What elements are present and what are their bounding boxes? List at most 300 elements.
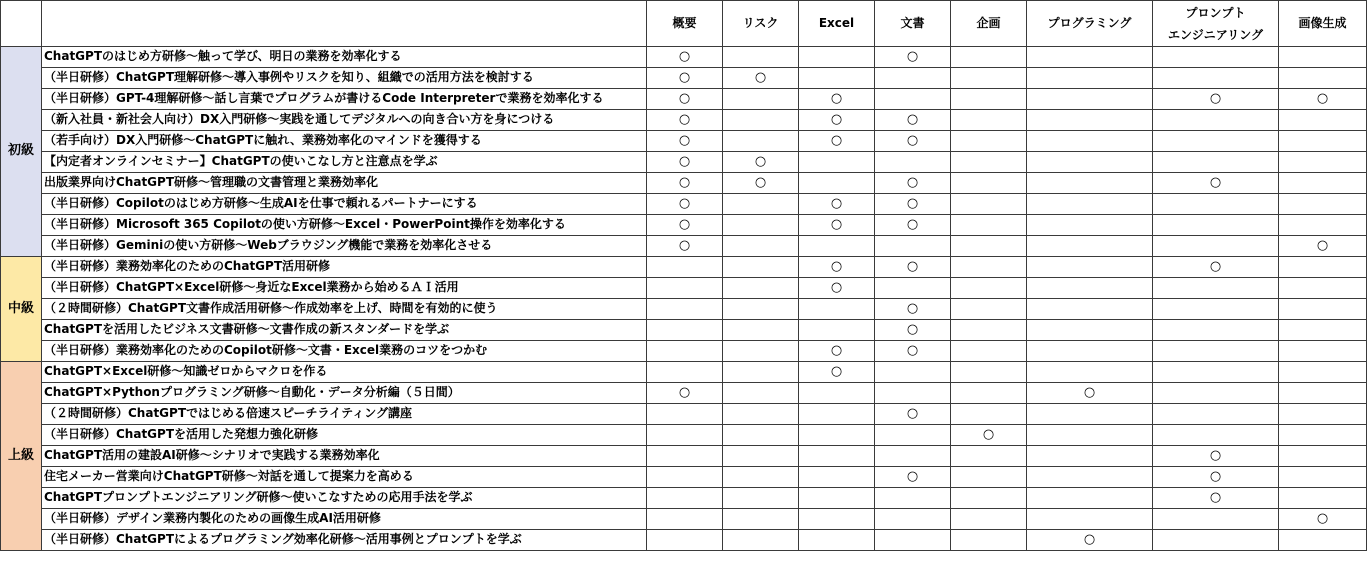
mark-cell <box>1279 257 1367 278</box>
table-body <box>1 47 1367 551</box>
mark-cell <box>799 299 875 320</box>
mark-cell <box>951 89 1027 110</box>
course-title: （２時間研修）ChatGPT文書作成活用研修～作成効率を上げ、時間を有効的に使う <box>42 299 647 320</box>
mark-cell <box>951 194 1027 215</box>
mark-cell <box>875 257 951 278</box>
mark-cell <box>1027 278 1153 299</box>
column-header: プロンプト エンジニアリング <box>1153 1 1279 47</box>
mark-cell <box>1027 530 1153 551</box>
mark-cell <box>951 278 1027 299</box>
mark-cell <box>875 110 951 131</box>
circle-mark: ○ <box>1209 90 1222 106</box>
circle-mark: ○ <box>830 132 843 148</box>
circle-mark: ○ <box>1316 237 1329 253</box>
table-row <box>1 152 1367 173</box>
course-title: （新入社員・新社会人向け）DX入門研修～実践を通してデジタルへの向き合い方を身につける <box>42 110 647 131</box>
mark-cell <box>1279 383 1367 404</box>
mark-cell <box>1153 488 1279 509</box>
mark-cell <box>1153 236 1279 257</box>
circle-mark: ○ <box>906 258 919 274</box>
table-row <box>1 383 1367 404</box>
mark-cell <box>1153 530 1279 551</box>
mark-cell <box>647 467 723 488</box>
mark-cell <box>875 341 951 362</box>
mark-cell <box>647 236 723 257</box>
mark-cell <box>799 236 875 257</box>
mark-cell <box>1279 320 1367 341</box>
mark-cell <box>875 131 951 152</box>
circle-mark: ○ <box>830 279 843 295</box>
circle-mark: ○ <box>678 48 691 64</box>
course-title: （半日研修）ChatGPT理解研修～導入事例やリスクを知り、組織での活用方法を検討する <box>42 68 647 89</box>
mark-cell <box>1279 488 1367 509</box>
mark-cell <box>723 47 799 68</box>
mark-cell <box>799 341 875 362</box>
mark-cell <box>1027 383 1153 404</box>
circle-mark: ○ <box>1316 510 1329 526</box>
mark-cell <box>799 509 875 530</box>
circle-mark: ○ <box>982 426 995 442</box>
mark-cell <box>951 467 1027 488</box>
mark-cell <box>1153 110 1279 131</box>
mark-cell <box>875 488 951 509</box>
mark-cell <box>1027 68 1153 89</box>
mark-cell <box>875 47 951 68</box>
mark-cell <box>723 194 799 215</box>
mark-cell <box>723 530 799 551</box>
mark-cell <box>1153 467 1279 488</box>
mark-cell <box>1153 509 1279 530</box>
mark-cell <box>875 68 951 89</box>
mark-cell <box>647 68 723 89</box>
circle-mark: ○ <box>830 258 843 274</box>
mark-cell <box>1279 173 1367 194</box>
mark-cell <box>1153 173 1279 194</box>
mark-cell <box>647 488 723 509</box>
course-title: （半日研修）ChatGPTによるプログラミング効率化研修～活用事例とプロンプトを学ぶ <box>42 530 647 551</box>
mark-cell <box>647 278 723 299</box>
mark-cell <box>723 68 799 89</box>
mark-cell <box>799 89 875 110</box>
level-label: 上級 <box>1 362 42 551</box>
mark-cell <box>723 509 799 530</box>
mark-cell <box>723 236 799 257</box>
mark-cell <box>951 131 1027 152</box>
table-row <box>1 89 1367 110</box>
circle-mark: ○ <box>678 90 691 106</box>
mark-cell <box>799 215 875 236</box>
mark-cell <box>951 404 1027 425</box>
table-row <box>1 509 1367 530</box>
mark-cell <box>951 362 1027 383</box>
mark-cell <box>799 362 875 383</box>
mark-cell <box>1153 299 1279 320</box>
circle-mark: ○ <box>1083 531 1096 547</box>
mark-cell <box>1153 362 1279 383</box>
course-title: （半日研修）デザイン業務内製化のための画像生成AI活用研修 <box>42 509 647 530</box>
mark-cell <box>723 110 799 131</box>
mark-cell <box>1153 257 1279 278</box>
course-title: 住宅メーカー営業向けChatGPT研修～対話を通して提案力を高める <box>42 467 647 488</box>
mark-cell <box>1279 47 1367 68</box>
mark-cell <box>1279 110 1367 131</box>
circle-mark: ○ <box>830 195 843 211</box>
course-title: （半日研修）ChatGPT×Excel研修～身近なExcel業務から始めるＡＩ活用 <box>42 278 647 299</box>
course-title: ChatGPT×Excel研修～知識ゼロからマクロを作る <box>42 362 647 383</box>
mark-cell <box>799 47 875 68</box>
mark-cell <box>1027 131 1153 152</box>
mark-cell <box>1027 362 1153 383</box>
mark-cell <box>951 488 1027 509</box>
table-row <box>1 467 1367 488</box>
mark-cell <box>1279 446 1367 467</box>
mark-cell <box>723 425 799 446</box>
mark-cell <box>1153 320 1279 341</box>
mark-cell <box>875 467 951 488</box>
mark-cell <box>1027 173 1153 194</box>
circle-mark: ○ <box>906 48 919 64</box>
table-row <box>1 488 1367 509</box>
mark-cell <box>723 131 799 152</box>
mark-cell <box>875 89 951 110</box>
mark-cell <box>1153 152 1279 173</box>
table-row <box>1 404 1367 425</box>
mark-cell <box>1027 236 1153 257</box>
mark-cell <box>875 530 951 551</box>
mark-cell <box>951 425 1027 446</box>
circle-mark: ○ <box>1209 489 1222 505</box>
mark-cell <box>723 341 799 362</box>
mark-cell <box>647 362 723 383</box>
mark-cell <box>647 194 723 215</box>
circle-mark: ○ <box>1209 447 1222 463</box>
circle-mark: ○ <box>830 90 843 106</box>
mark-cell <box>647 530 723 551</box>
mark-cell <box>723 278 799 299</box>
mark-cell <box>1279 509 1367 530</box>
mark-cell <box>647 320 723 341</box>
mark-cell <box>1279 530 1367 551</box>
course-title: ChatGPT×Pythonプログラミング研修～自動化・データ分析編（５日間） <box>42 383 647 404</box>
mark-cell <box>951 530 1027 551</box>
mark-cell <box>951 257 1027 278</box>
mark-cell <box>875 383 951 404</box>
mark-cell <box>647 89 723 110</box>
mark-cell <box>1027 110 1153 131</box>
mark-cell <box>723 299 799 320</box>
circle-mark: ○ <box>1209 258 1222 274</box>
mark-cell <box>1153 47 1279 68</box>
circle-mark: ○ <box>1316 90 1329 106</box>
mark-cell <box>647 173 723 194</box>
mark-cell <box>723 215 799 236</box>
mark-cell <box>875 152 951 173</box>
header-row <box>1 1 1367 47</box>
mark-cell <box>1027 446 1153 467</box>
mark-cell <box>1153 278 1279 299</box>
mark-cell <box>799 110 875 131</box>
table-row <box>1 257 1367 278</box>
mark-cell <box>723 362 799 383</box>
mark-cell <box>799 257 875 278</box>
mark-cell <box>1027 320 1153 341</box>
table-row <box>1 446 1367 467</box>
circle-mark: ○ <box>678 237 691 253</box>
mark-cell <box>875 425 951 446</box>
course-title: ChatGPTプロンプトエンジニアリング研修～使いこなすための応用手法を学ぶ <box>42 488 647 509</box>
mark-cell <box>647 425 723 446</box>
course-title: （半日研修）Microsoft 365 Copilotの使い方研修～Excel・PowerPoint操作を効率化する <box>42 215 647 236</box>
circle-mark: ○ <box>906 111 919 127</box>
mark-cell <box>723 467 799 488</box>
course-title: ChatGPTを活用したビジネス文書研修～文書作成の新スタンダードを学ぶ <box>42 320 647 341</box>
mark-cell <box>1279 131 1367 152</box>
mark-cell <box>1153 404 1279 425</box>
circle-mark: ○ <box>678 384 691 400</box>
circle-mark: ○ <box>830 111 843 127</box>
mark-cell <box>875 299 951 320</box>
mark-cell <box>875 236 951 257</box>
table-row <box>1 215 1367 236</box>
mark-cell <box>799 425 875 446</box>
mark-cell <box>1279 404 1367 425</box>
mark-cell <box>647 47 723 68</box>
mark-cell <box>647 257 723 278</box>
mark-cell <box>647 509 723 530</box>
circle-mark: ○ <box>754 174 767 190</box>
level-label: 初級 <box>1 47 42 257</box>
mark-cell <box>875 509 951 530</box>
circle-mark: ○ <box>678 132 691 148</box>
mark-cell <box>1153 194 1279 215</box>
circle-mark: ○ <box>678 195 691 211</box>
mark-cell <box>723 446 799 467</box>
circle-mark: ○ <box>830 342 843 358</box>
circle-mark: ○ <box>906 300 919 316</box>
mark-cell <box>647 299 723 320</box>
mark-cell <box>799 320 875 341</box>
column-header: 文書 <box>875 1 951 47</box>
mark-cell <box>951 509 1027 530</box>
mark-cell <box>647 110 723 131</box>
table-row <box>1 425 1367 446</box>
column-header: 画像生成 <box>1279 1 1367 47</box>
mark-cell <box>799 278 875 299</box>
mark-cell <box>1153 131 1279 152</box>
mark-cell <box>799 467 875 488</box>
circle-mark: ○ <box>906 174 919 190</box>
mark-cell <box>1153 215 1279 236</box>
column-header: リスク <box>723 1 799 47</box>
mark-cell <box>1153 89 1279 110</box>
mark-cell <box>723 488 799 509</box>
circle-mark: ○ <box>906 342 919 358</box>
column-header: 概要 <box>647 1 723 47</box>
mark-cell <box>1153 341 1279 362</box>
mark-cell <box>875 194 951 215</box>
mark-cell <box>799 68 875 89</box>
mark-cell <box>799 446 875 467</box>
circle-mark: ○ <box>754 153 767 169</box>
mark-cell <box>647 446 723 467</box>
mark-cell <box>647 341 723 362</box>
circle-mark: ○ <box>678 153 691 169</box>
mark-cell <box>647 383 723 404</box>
mark-cell <box>1279 278 1367 299</box>
table-row <box>1 194 1367 215</box>
header-title-cell <box>42 1 647 47</box>
mark-cell <box>647 215 723 236</box>
table-row <box>1 530 1367 551</box>
mark-cell <box>951 47 1027 68</box>
circle-mark: ○ <box>906 195 919 211</box>
circle-mark: ○ <box>1083 384 1096 400</box>
table-row <box>1 47 1367 68</box>
mark-cell <box>647 404 723 425</box>
mark-cell <box>799 173 875 194</box>
circle-mark: ○ <box>754 69 767 85</box>
circle-mark: ○ <box>906 468 919 484</box>
mark-cell <box>799 383 875 404</box>
mark-cell <box>799 152 875 173</box>
circle-mark: ○ <box>830 216 843 232</box>
mark-cell <box>1027 425 1153 446</box>
mark-cell <box>951 152 1027 173</box>
mark-cell <box>1153 425 1279 446</box>
table-row <box>1 173 1367 194</box>
mark-cell <box>1027 215 1153 236</box>
course-title: （半日研修）業務効率化のためのCopilot研修～文書・Excel業務のコツをつかむ <box>42 341 647 362</box>
mark-cell <box>1279 341 1367 362</box>
circle-mark: ○ <box>906 321 919 337</box>
mark-cell <box>951 110 1027 131</box>
course-title: 出版業界向けChatGPT研修～管理職の文書管理と業務効率化 <box>42 173 647 194</box>
mark-cell <box>875 215 951 236</box>
circle-mark: ○ <box>1209 174 1222 190</box>
mark-cell <box>723 257 799 278</box>
mark-cell <box>1279 68 1367 89</box>
mark-cell <box>799 488 875 509</box>
circle-mark: ○ <box>678 174 691 190</box>
table-row <box>1 320 1367 341</box>
course-title: ChatGPTのはじめ方研修～触って学び、明日の業務を効率化する <box>42 47 647 68</box>
mark-cell <box>951 446 1027 467</box>
mark-cell <box>647 152 723 173</box>
circle-mark: ○ <box>830 363 843 379</box>
mark-cell <box>951 173 1027 194</box>
level-label: 中級 <box>1 257 42 362</box>
table-header <box>1 1 1367 47</box>
table-row <box>1 131 1367 152</box>
mark-cell <box>875 446 951 467</box>
column-header: プログラミング <box>1027 1 1153 47</box>
mark-cell <box>1279 215 1367 236</box>
mark-cell <box>1027 467 1153 488</box>
course-title: （半日研修）Geminiの使い方研修～Webブラウジング機能で業務を効率化させる <box>42 236 647 257</box>
mark-cell <box>723 320 799 341</box>
circle-mark: ○ <box>678 69 691 85</box>
mark-cell <box>647 131 723 152</box>
mark-cell <box>1153 68 1279 89</box>
mark-cell <box>951 320 1027 341</box>
table-row <box>1 236 1367 257</box>
mark-cell <box>1279 467 1367 488</box>
course-title: （若手向け）DX入門研修～ChatGPTに触れ、業務効率化のマインドを獲得する <box>42 131 647 152</box>
mark-cell <box>1027 299 1153 320</box>
mark-cell <box>1027 341 1153 362</box>
mark-cell <box>799 131 875 152</box>
mark-cell <box>723 152 799 173</box>
circle-mark: ○ <box>906 216 919 232</box>
mark-cell <box>951 215 1027 236</box>
circle-mark: ○ <box>678 216 691 232</box>
course-title: （半日研修）業務効率化のためのChatGPT活用研修 <box>42 257 647 278</box>
mark-cell <box>1027 488 1153 509</box>
mark-cell <box>1279 194 1367 215</box>
mark-cell <box>1279 362 1367 383</box>
mark-cell <box>951 68 1027 89</box>
mark-cell <box>1279 299 1367 320</box>
mark-cell <box>723 173 799 194</box>
mark-cell <box>723 404 799 425</box>
mark-cell <box>875 404 951 425</box>
mark-cell <box>799 404 875 425</box>
table-row <box>1 110 1367 131</box>
mark-cell <box>1279 152 1367 173</box>
column-header: Excel <box>799 1 875 47</box>
mark-cell <box>1027 257 1153 278</box>
mark-cell <box>1027 152 1153 173</box>
mark-cell <box>1279 236 1367 257</box>
mark-cell <box>1279 425 1367 446</box>
header-level-cell <box>1 1 42 47</box>
course-title: （半日研修）GPT-4理解研修～話し言葉でプログラムが書けるCode Interpreterで業務を効率化する <box>42 89 647 110</box>
mark-cell <box>875 278 951 299</box>
circle-mark: ○ <box>1209 468 1222 484</box>
mark-cell <box>951 299 1027 320</box>
mark-cell <box>1279 89 1367 110</box>
mark-cell <box>1027 509 1153 530</box>
mark-cell <box>1027 404 1153 425</box>
mark-cell <box>1027 47 1153 68</box>
circle-mark: ○ <box>678 111 691 127</box>
mark-cell <box>1153 446 1279 467</box>
mark-cell <box>723 89 799 110</box>
mark-cell <box>1153 383 1279 404</box>
table-row <box>1 341 1367 362</box>
mark-cell <box>1027 194 1153 215</box>
circle-mark: ○ <box>906 405 919 421</box>
mark-cell <box>799 194 875 215</box>
course-title: ChatGPT活用の建設AI研修～シナリオで実践する業務効率化 <box>42 446 647 467</box>
mark-cell <box>875 320 951 341</box>
table-row <box>1 362 1367 383</box>
table-row <box>1 278 1367 299</box>
mark-cell <box>951 236 1027 257</box>
course-title: （半日研修）Copilotのはじめ方研修～生成AIを仕事で頼れるパートナーにする <box>42 194 647 215</box>
mark-cell <box>875 362 951 383</box>
course-title: 【内定者オンラインセミナー】ChatGPTの使いこなし方と注意点を学ぶ <box>42 152 647 173</box>
mark-cell <box>951 341 1027 362</box>
mark-cell <box>951 383 1027 404</box>
mark-cell <box>723 383 799 404</box>
mark-cell <box>875 173 951 194</box>
mark-cell <box>799 530 875 551</box>
column-header: 企画 <box>951 1 1027 47</box>
mark-cell <box>1027 89 1153 110</box>
course-title: （半日研修）ChatGPTを活用した発想力強化研修 <box>42 425 647 446</box>
circle-mark: ○ <box>906 132 919 148</box>
